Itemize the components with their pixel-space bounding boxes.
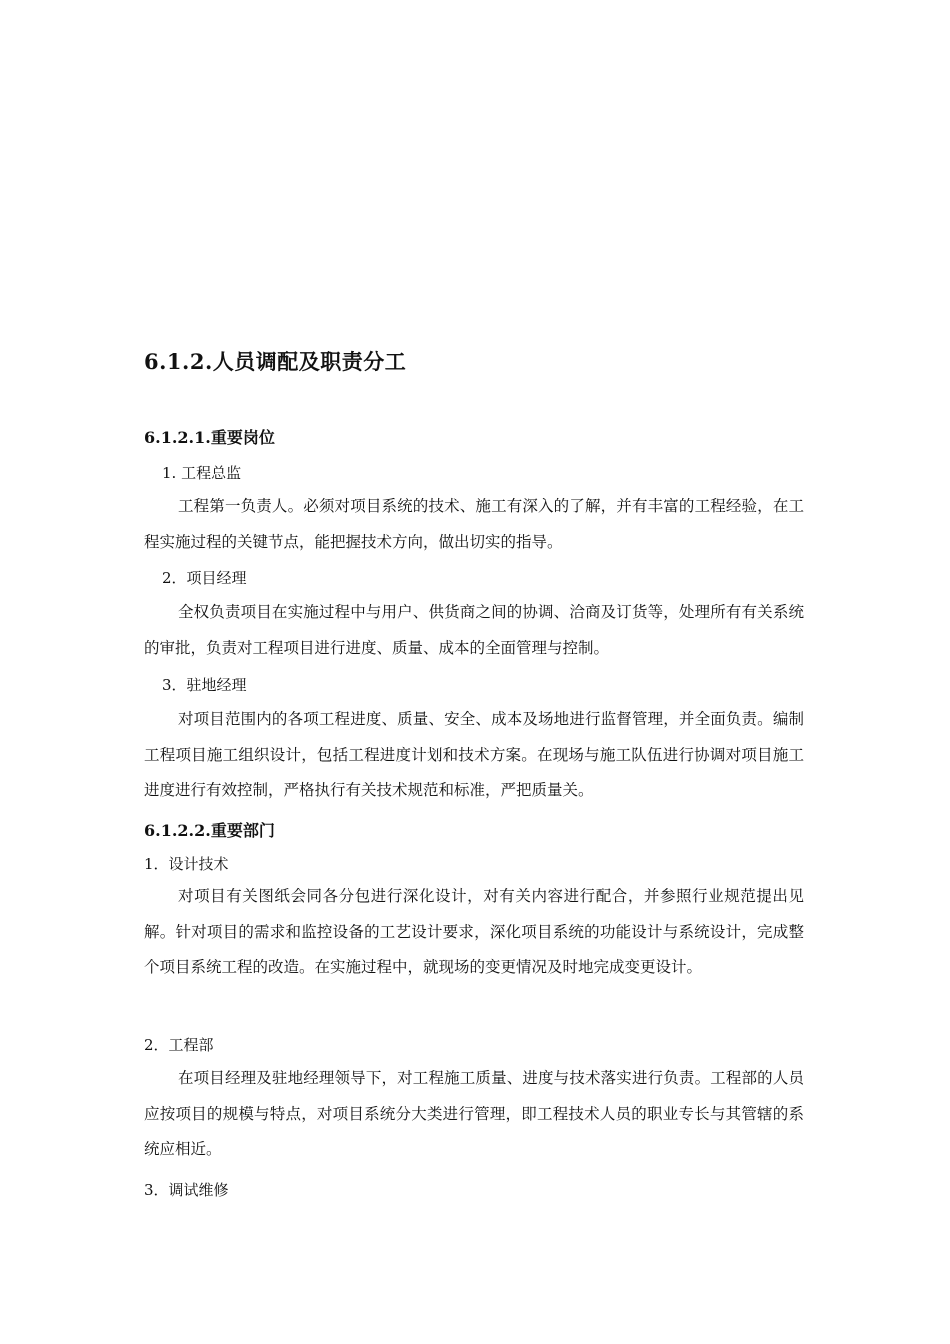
subsection-heading-key-positions: 6.1.2.1.重要岗位 xyxy=(144,428,275,447)
paragraph-project-manager: 全权负责项目在实施过程中与用户、供货商之间的协调、洽商及订货等，处理所有有关系统的审批，负责对工程项目进行进度、质量、成本的全面管理与控制。 xyxy=(144,603,804,657)
item-label-project-manager: 2．项目经理 xyxy=(162,569,247,587)
paragraph-chief-engineer: 工程第一负责人。必须对项目系统的技术、施工有深入的了解，并有丰富的工程经验，在工程实施过程的关键节点，能把握技术方向，做出切实的指导。 xyxy=(144,497,804,551)
paragraph-engineering-department: 在项目经理及驻地经理领导下，对工程施工质量、进度与技术落实进行负责。工程部的人员应按项目的规模与特点，对项目系统分大类进行管理，即工程技术人员的职业专长与其管辖的系统应相近。 xyxy=(144,1069,804,1158)
item-label-site-manager: 3．驻地经理 xyxy=(162,676,247,694)
item-label-design-technology: 1．设计技术 xyxy=(144,855,229,873)
item-label-chief-engineer: 1. 工程总监 xyxy=(162,464,242,482)
item-label-engineering-department: 2．工程部 xyxy=(144,1036,214,1054)
item-label-debugging-maintenance: 3．调试维修 xyxy=(144,1181,229,1199)
paragraph-design-technology: 对项目有关图纸会同各分包进行深化设计，对有关内容进行配合，并参照行业规范提出见解。针对项目的需求和监控设备的工艺设计要求，深化项目系统的功能设计与系统设计，完成整个项目系统工程的改造。在实施过程中，就现场的变更情况及时地完成变更设计。 xyxy=(144,887,804,976)
subsection-heading-key-departments: 6.1.2.2.重要部门 xyxy=(144,821,275,840)
section-heading-main: 6.1.2.人员调配及职责分工 xyxy=(144,349,407,374)
paragraph-site-manager: 对项目范围内的各项工程进度、质量、安全、成本及场地进行监督管理，并全面负责。编制工程项目施工组织设计，包括工程进度计划和技术方案。在现场与施工队伍进行协调对项目施工进度进行有效控制，严格执行有关技术规范和标准，严把质量关。 xyxy=(144,710,804,799)
